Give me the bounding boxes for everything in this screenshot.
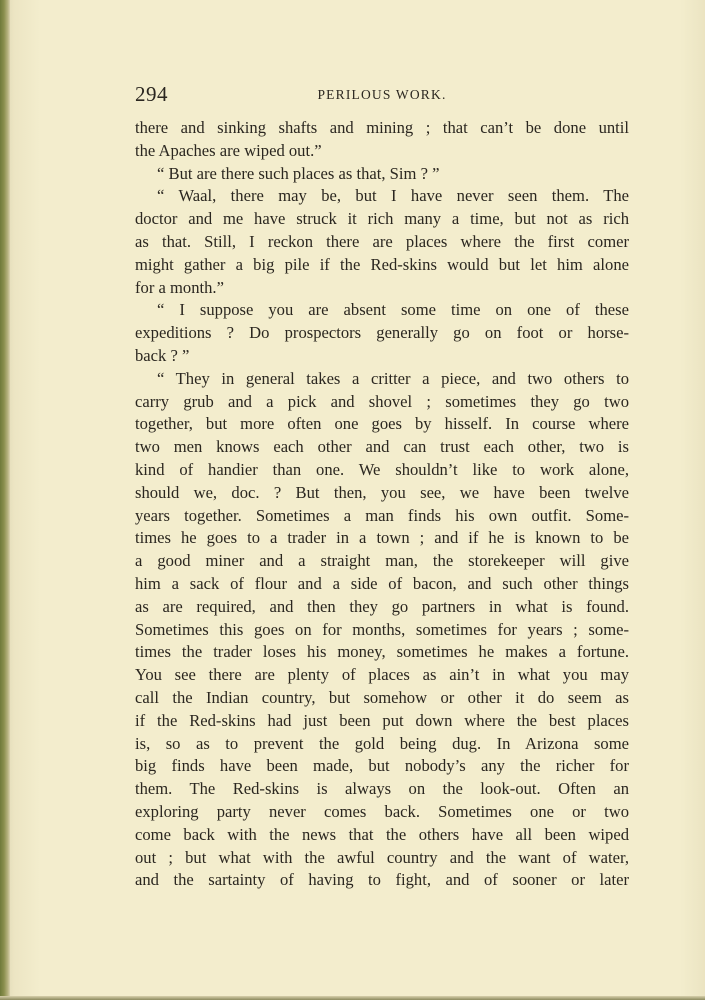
- text-line: doctor and me have struck it rich many a time, but not as rich: [135, 209, 629, 229]
- text-line: years together. Sometimes a man finds his own outfit. Some-: [135, 505, 629, 525]
- text-line: might gather a big pile if the Red-skins would but let him alone: [135, 254, 629, 274]
- text-line: him a sack of flour and a side of bacon, and such other things: [135, 573, 629, 593]
- text-line: for a month.”: [135, 277, 224, 297]
- page-header: [135, 82, 629, 108]
- running-title: PERILOUS WORK.: [317, 87, 447, 102]
- text-line: “ I suppose you are absent some time on one of these: [157, 300, 629, 320]
- text-line: times the trader loses his money, sometimes he makes a fortune.: [135, 642, 629, 662]
- text-line: “ They in general takes a critter a piece, and two others to: [157, 368, 629, 388]
- page-bottom-edge: [0, 996, 705, 1000]
- page-number: 294: [135, 82, 168, 106]
- text-line: times he goes to a trader in a town ; and if he is known to be: [135, 528, 629, 548]
- text-line: exploring party never comes back. Sometimes one or two: [135, 801, 629, 821]
- text-line: the Apaches are wiped out.”: [135, 140, 322, 160]
- text-line: back ? ”: [135, 345, 190, 365]
- text-line: expeditions ? Do prospectors generally go on foot or horse-: [135, 323, 629, 343]
- text-line: call the Indian country, but somehow or other it do seem as: [135, 687, 629, 707]
- text-line: and the sartainty of having to fight, and of sooner or later: [135, 870, 629, 890]
- text-line: Sometimes this goes on for months, sometimes for years ; some-: [135, 619, 629, 639]
- text-line: “ But are there such places as that, Sim ? ”: [157, 163, 440, 183]
- text-line: You see there are plenty of places as ain’t in what you may: [135, 665, 629, 685]
- text-line: them. The Red-skins is always on the look-out. Often an: [135, 779, 629, 799]
- text-line: carry grub and a pick and shovel ; sometimes they go two: [135, 391, 629, 411]
- text-line: a good miner and a straight man, the storekeeper will give: [135, 551, 629, 571]
- text-line: two men knows each other and can trust each other, two is: [135, 437, 629, 457]
- text-line: as that. Still, I reckon there are places where the first comer: [135, 231, 629, 251]
- text-line: together, but more often one goes by hisself. In course where: [135, 414, 629, 434]
- text-line: out ; but what with the awful country and the want of water,: [135, 847, 629, 867]
- text-line: “ Waal, there may be, but I have never seen them. The: [157, 186, 629, 206]
- body-text: [135, 117, 629, 892]
- text-line: should we, doc. ? But then, you see, we have been twelve: [135, 482, 629, 502]
- text-line: as are required, and then they go partners in what is found.: [135, 596, 629, 616]
- text-line: if the Red-skins had just been put down where the best places: [135, 710, 629, 730]
- text-line: there and sinking shafts and mining ; that can’t be done until: [135, 118, 629, 137]
- text-line: big finds have been made, but nobody’s any the richer for: [135, 756, 629, 776]
- text-line: come back with the news that the others have all been wiped: [135, 824, 629, 844]
- text-line: kind of handier than one. We shouldn’t like to work alone,: [135, 459, 629, 479]
- text-line: is, so as to prevent the gold being dug. In Arizona some: [135, 733, 629, 753]
- book-spine-edge: [0, 0, 10, 1000]
